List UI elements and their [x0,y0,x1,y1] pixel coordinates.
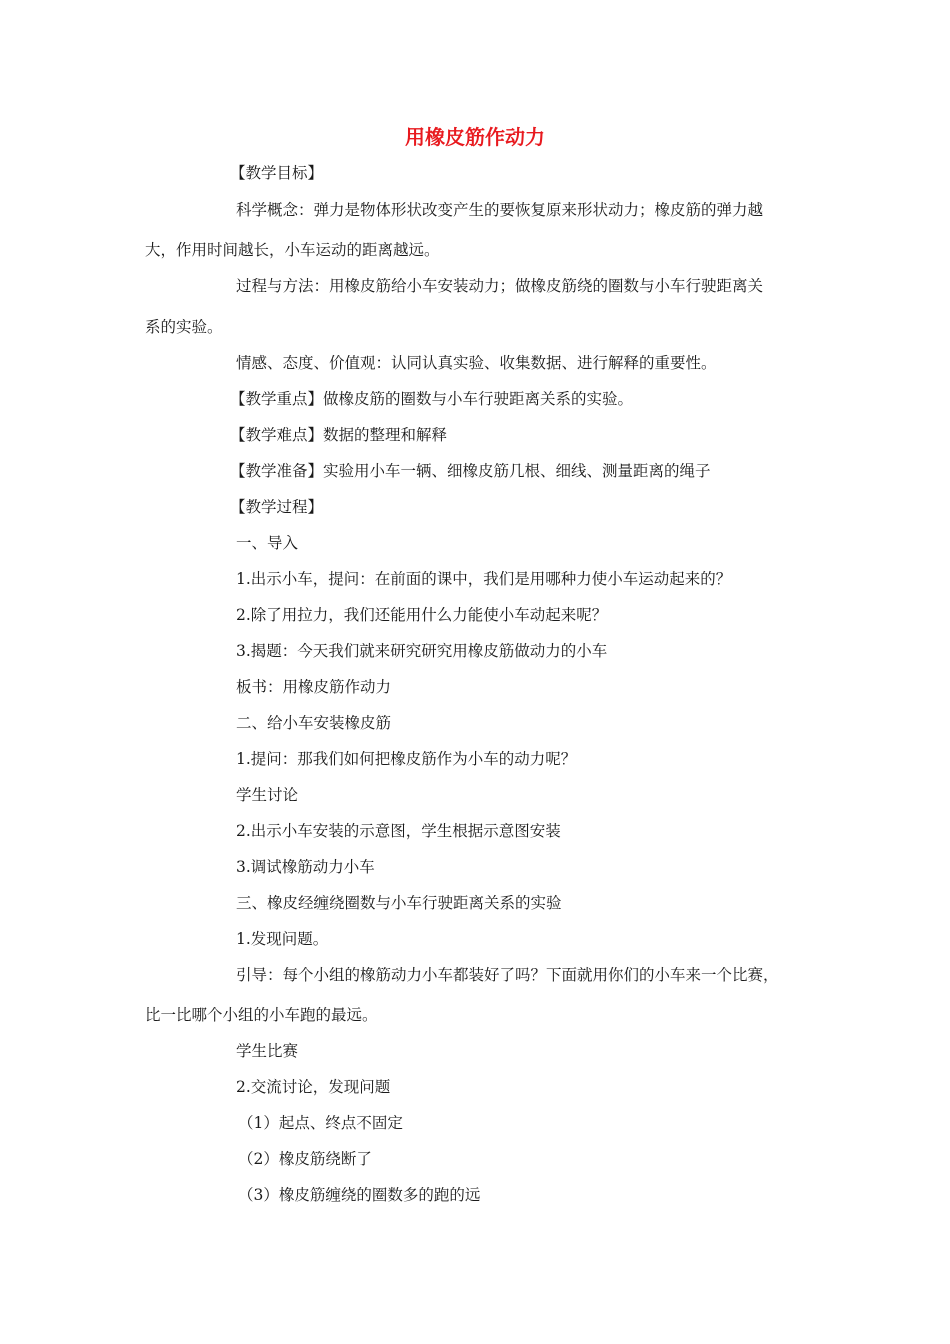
paragraph-line: 情感、态度、价值观：认同认真实验、收集数据、进行解释的重要性。 [236,354,717,372]
paragraph-line: 引导：每个小组的橡筋动力小车都装好了吗？下面就用你们的小车来一个比赛， [236,966,779,984]
section-heading-key-point: 【教学重点】做橡皮筋的圈数与小车行驶距离关系的实验。 [230,390,634,408]
section-heading-process: 【教学过程】 [230,498,324,516]
paragraph-line: 学生讨论 [236,786,299,804]
paragraph-line: 科学概念：弹力是物体形状改变产生的要恢复原来形状动力；橡皮筋的弹力越 [236,201,764,219]
paragraph-line: 2.交流讨论，发现问题 [236,1078,391,1096]
paragraph-line: 1.发现问题。 [236,930,329,948]
paragraph-line: 一、导入 [236,534,299,552]
paragraph-line: 2.出示小车安装的示意图，学生根据示意图安装 [236,822,561,840]
paragraph-line: 系的实验。 [145,318,223,336]
paragraph-line: 板书：用橡皮筋作动力 [236,678,392,696]
paragraph-line: 学生比赛 [236,1042,299,1060]
paragraph-line: 大，作用时间越长，小车运动的距离越远。 [145,241,440,259]
paragraph-line: 2.除了用拉力，我们还能用什么力能使小车动起来呢？ [236,606,608,624]
paragraph-line: 比一比哪个小组的小车跑的最远。 [145,1006,378,1024]
section-heading-difficulty: 【教学难点】数据的整理和解释 [230,426,448,444]
document-title: 用橡皮筋作动力 [405,125,545,149]
list-item: （3）橡皮筋缠绕的圈数多的跑的远 [238,1186,481,1204]
list-item: （2）橡皮筋绕断了 [238,1150,372,1168]
paragraph-line: 3.揭题：今天我们就来研究研究用橡皮筋做动力的小车 [236,642,608,660]
section-heading-preparation: 【教学准备】实验用小车一辆、细橡皮筋几根、细线、测量距离的绳子 [230,462,711,480]
section-heading-objectives: 【教学目标】 [230,164,324,182]
paragraph-line: 3.调试橡筋动力小车 [236,858,375,876]
list-item: （1）起点、终点不固定 [238,1114,403,1132]
paragraph-line: 三、橡皮经缠绕圈数与小车行驶距离关系的实验 [236,894,562,912]
paragraph-line: 1.提问：那我们如何把橡皮筋作为小车的动力呢？ [236,750,577,768]
paragraph-line: 1.出示小车，提问：在前面的课中，我们是用哪种力使小车运动起来的？ [236,570,732,588]
paragraph-line: 二、给小车安装橡皮筋 [236,714,392,732]
paragraph-line: 过程与方法：用橡皮筋给小车安装动力；做橡皮筋绕的圈数与小车行驶距离关 [236,277,764,295]
